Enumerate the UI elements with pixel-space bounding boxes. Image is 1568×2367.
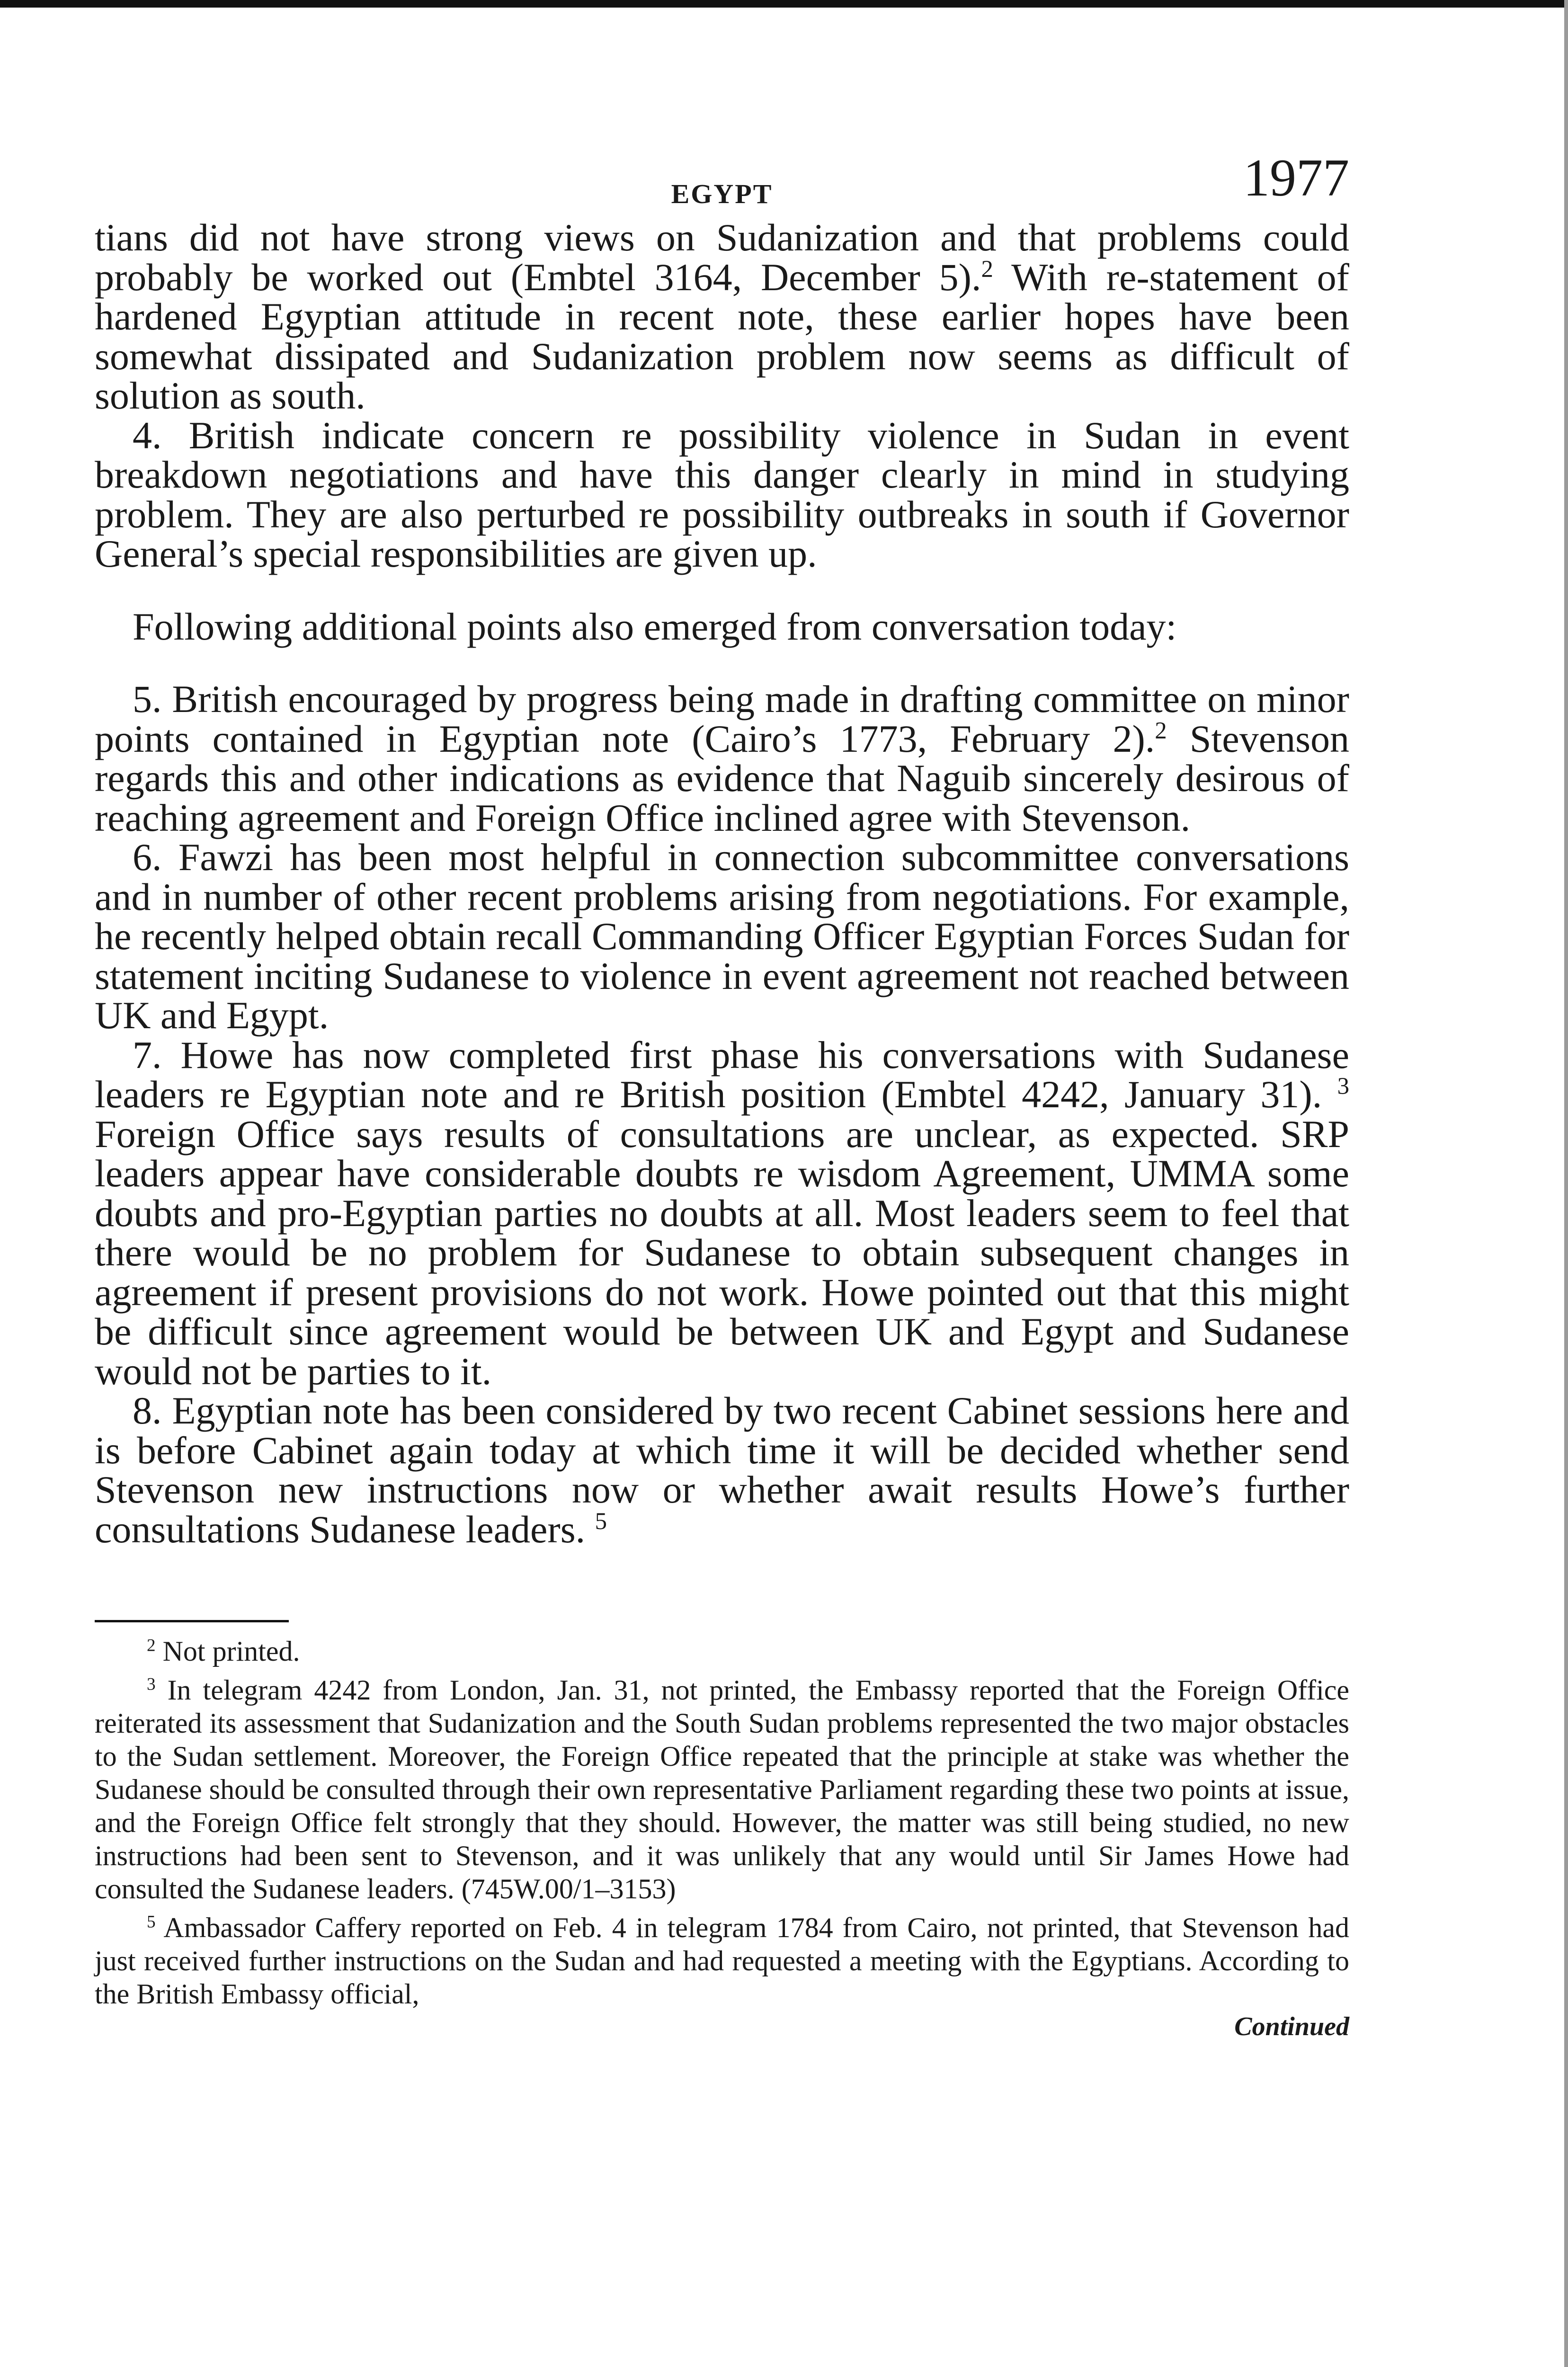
paragraph-text: 5. British encouraged by progress being made in drafting committee on minor points contained in Egyptian note (Cairo’s 1773, February 2). — [95, 677, 1349, 760]
paragraph-text: Stevenson regards this and other indications as evidence that Naguib sincerely desirous of reaching agreement and Foreign Office inclined agree with Stevenson. — [95, 717, 1350, 839]
paragraph-text: Foreign Office says results of consultations are unclear, as expected. SRP leaders appear have considerable doubts re wisdom Agreement, UMMA some doubts and pro-Egyptian parties no doubts at all. Most leaders seem to feel that there would be no problem for Sudanese to obtain subsequent changes in agreement if present provisions do not work. Howe pointed out that this might be difficult since agreement would be between UK and Egypt and Sudanese would not be parties to it. — [95, 1112, 1349, 1393]
paragraph-4: 4. British indicate concern re possibility violence in Sudan in event breakdown negotiations and have this danger clearly in mind in studying problem. They are also perturbed re possibility outbreaks in south if Governor General’s special responsibilities are given up. — [95, 413, 1349, 575]
page-right-edge — [1564, 0, 1568, 2367]
paragraph-5 — [95, 679, 1349, 837]
paragraph-text: 8. Egyptian note has been considered by two recent Cabinet sessions here and is before Cabinet again today at which time it will be decided whether send Stevenson new instructions now or whether await results Howe’s further consultations Sudanese leaders. — [95, 1389, 1349, 1551]
paragraph-8 — [95, 1391, 1349, 1549]
page-number: 1977 — [1243, 149, 1349, 207]
footnote-number: 2 — [147, 1636, 156, 1655]
footnote-text: Ambassador Caffery reported on Feb. 4 in telegram 1784 from Cairo, not printed, that Stevenson had just received further instructions on the Sudan and had requested a meeting with the Egyptians. According to the British Embassy official, — [95, 1912, 1349, 2010]
footnote-5 — [95, 1911, 1349, 2011]
footnote-text: In telegram 4242 from London, Jan. 31, not printed, the Embassy reported that the Foreign Office reiterated its assessment that Sudanization and the South Sudan problems represented the two major obstacles to the Sudan settlement. Moreover, the Foreign Office repeated that the principle at stake was whether the Sudanese should be consulted through their own representative Parliament regarding these two points at issue, and the Foreign Office felt strongly that they should. However, the matter was still being studied, no new instructions had been sent to Stevenson, and it was unlikely that any would until Sir James Howe had consulted the Sudanese leaders. (745W.00/1–3153) — [95, 1674, 1349, 1904]
page-header — [95, 151, 1349, 218]
continued-label: Continued — [1234, 2012, 1349, 2041]
paragraph-6: 6. Fawzi has been most helpful in connection subcommittee conversations and in number of other recent problems arising from negotiations. For example, he recently helped obtain recall Commanding Officer Egyptian Forces Sudan for statement inciting Sudanese to violence in event agreement not reached between UK and Egypt. — [95, 836, 1349, 1037]
running-head: EGYPT — [671, 178, 773, 209]
footnote-ref: 3 — [1337, 1073, 1350, 1100]
footnote-number: 5 — [147, 1912, 156, 1932]
footnote-3 — [95, 1673, 1349, 1905]
body-text — [95, 218, 1349, 1549]
footnotes — [95, 1635, 1349, 2042]
paragraph-text: With re-statement of hardened Egyptian attitude in recent note, these earlier hopes have been somewhat dissipated and Sudanization problem now seems as difficult of solution as south. — [95, 255, 1349, 417]
footnote-number: 3 — [147, 1674, 156, 1694]
paragraph-text: 7. Howe has now completed first phase his conversations with Sudanese leaders re Egyptian note and re British position (Embtel 4242, January 31). — [95, 1033, 1349, 1116]
document-page — [95, 151, 1349, 2042]
paragraph-following: Following additional points also emerged from conversation today: — [133, 605, 1177, 648]
paragraph-7 — [95, 1035, 1349, 1391]
paragraph-text: tians did not have strong views on Sudanization and that problems could probably be worked out (Embtel 3164, December 5). — [95, 216, 1349, 299]
footnote-2 — [95, 1635, 1349, 1668]
footnote-ref: 2 — [981, 255, 993, 282]
footnote-ref: 5 — [595, 1507, 607, 1534]
paragraph-intro — [95, 218, 1349, 416]
footnote-divider — [95, 1620, 289, 1622]
footnote-text: Not printed. — [155, 1636, 300, 1667]
page-top-edge — [0, 0, 1568, 8]
footnote-ref: 2 — [1155, 717, 1167, 744]
